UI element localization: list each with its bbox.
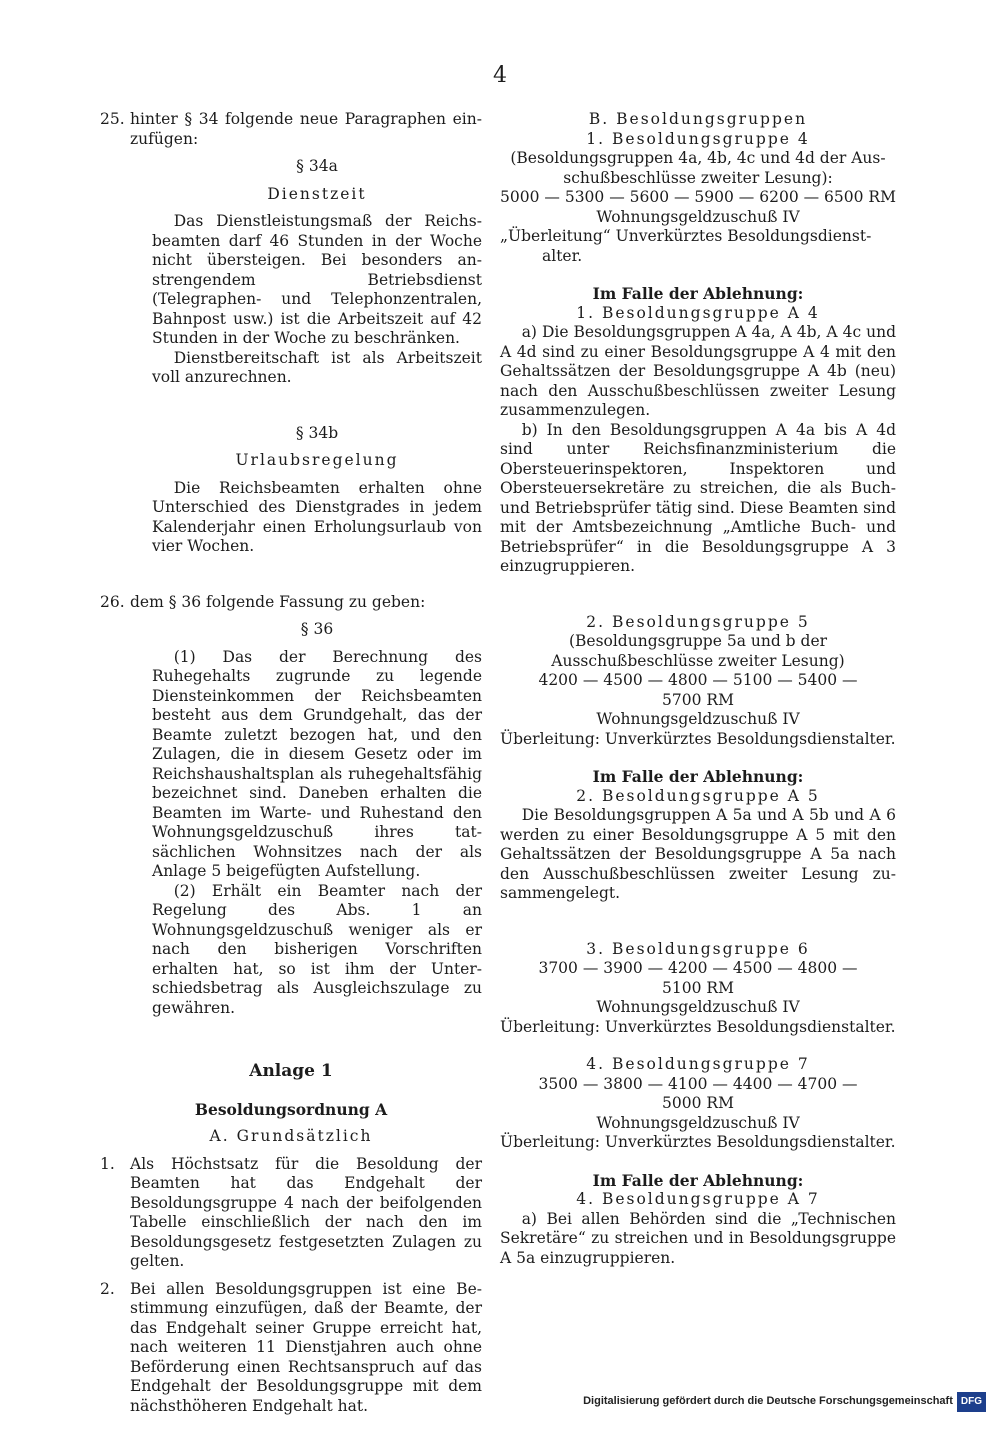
wohnungsgeld: Wohnungsgeldzuschuß IV — [596, 207, 800, 226]
section-36 — [100, 612, 482, 1018]
group-title: 2. Besoldungsgruppe A 5 — [576, 786, 820, 805]
ueberleitung: „Überleitung“ Unverkürztes Besoldungsdienstalter. — [500, 227, 872, 265]
paragraph-text: (1) Das der Berechnung des Ruhegehalts zugrunde zu legende Diensteinkommen der Reichsbeamten besteht aus dem Grundgehalt, das der Beamte zuletzt bezogen hat, und den Zulagen, die in diesem Gesetz oder im Reichshaushaltsplan als ruhegehaltsfähig bezeichnet sind. Daneben erhalten die Beamten im Warte- und Ruhestand den Wohnungsgeldzuschuß ihres tatsächlichen Wohnsitzes nach der als Anlage 5 beigefügten Aufstellung. — [152, 647, 482, 880]
section-a-heading: A. Grundsätzlich — [209, 1127, 373, 1145]
ordnung-heading: Besoldungsordnung A — [194, 1099, 388, 1119]
item-25 — [100, 110, 482, 149]
ueberleitung: Überleitung: Unverkürztes Besoldungsdienstalter. — [500, 1017, 896, 1036]
paragraph-text: (2) Erhält ein Beamter nach der Regelung des Abs. 1 an Wohnungsgeldzuschuß weniger als er nach den bisherigen Vorschriften erhalten hat, so ist ihm der Unterschiedsbetrag als Ausgleichszulage zu gewähren. — [152, 881, 482, 1017]
group-title: 1. Besoldungsgruppe A 4 — [576, 303, 820, 322]
group-subtitle: (Besoldungsgruppe 5a und b der Ausschußbeschlüsse zweiter Lesung) — [551, 632, 845, 670]
left-column — [100, 110, 482, 1416]
group-title: 1. Besoldungsgruppe 4 — [586, 129, 810, 148]
paragraph-text: a) Die Besoldungsgruppen A 4a, A 4b, A 4c und A 4d sind zu einer Besoldungsgruppe A 4 mit den Gehaltssätzen der Besoldungsgruppe A 4b (neu) nach den Ausschußbeschlüssen zweiter Lesung zusammenzulegen. — [500, 323, 896, 419]
salary-scale: 3500 — 3800 — 4100 — 4400 — 4700 — 5000 RM — [538, 1074, 858, 1112]
wohnungsgeld: Wohnungsgeldzuschuß IV — [596, 998, 800, 1016]
group-subtitle: (Besoldungsgruppen 4a, 4b, 4c und 4d der Ausschußbeschlüsse zweiter Lesung): — [510, 149, 886, 187]
item-text: Als Höchstsatz für die Besoldung der Beamten hat das Endgehalt der Besoldungsgruppe 4 nach der beifolgenden Tabelle einschließlich der nach den im Besoldungsgesetz festgesetzten Zulagen zu gelten. — [130, 1154, 482, 1270]
wohnungsgeld: Wohnungsgeldzuschuß IV — [596, 1113, 800, 1132]
list-item — [100, 1280, 482, 1417]
group-title: 3. Besoldungsgruppe 6 — [586, 939, 810, 958]
ablehnung-heading: Im Falle der Ablehnung: — [592, 767, 804, 786]
item-26 — [100, 593, 482, 613]
item-number: 25. — [100, 110, 125, 128]
section-b-heading: B. Besoldungsgruppen — [588, 110, 808, 128]
right-column — [500, 110, 896, 1268]
paragraph-text: b) In den Besoldungsgruppen A 4a bis A 4d sind unter Reichsfinanzministerium die Obersteuerinspektoren, Inspektoren und Obersteuersekretäre zu streichen, die als Buch- und Betriebsprüfer tätig sind. Diese Beamten sind mit der Amtsbezeichnung „Amtliche Buch- und Betriebsprüfer“ in die Besoldungsgruppe A 3 einzugruppieren. — [500, 420, 896, 575]
paragraph-title: § 34a — [296, 157, 338, 175]
group-title: 2. Besoldungsgruppe 5 — [586, 612, 810, 631]
ueberleitung: Überleitung: Unverkürztes Besoldungsdienstalter. — [500, 1133, 896, 1151]
ueberleitung: Überleitung: Unverkürztes Besoldungsdienstalter. — [500, 729, 896, 748]
list-item — [100, 1155, 482, 1272]
paragraph-title: § 36 — [300, 620, 334, 638]
salary-scale: 3700 — 3900 — 4200 — 4500 — 4800 — 5100 RM — [538, 959, 858, 997]
section-34a — [100, 149, 482, 557]
paragraph-text: Die Besoldungsgruppen A 5a und A 5b und A 6 werden zu einer Besoldungsgruppe A 5 mit den Gehaltssätzen der Besoldungsgruppe A 5a nach den Ausschußbeschlüssen zweiter Lesung zusammengelegt. — [500, 806, 896, 902]
ablehnung-heading: Im Falle der Ablehnung: — [592, 284, 804, 303]
salary-scale: 4200 — 4500 — 4800 — 5100 — 5400 — 5700 RM — [538, 671, 858, 709]
item-text: hinter § 34 folgende neue Paragraphen einzufügen: — [130, 110, 482, 148]
salary-scale: 5000 — 5300 — 5600 — 5900 — 6200 — 6500 RM — [500, 188, 896, 206]
paragraph-text: Die Reichsbeamten erhalten ohne Unterschied des Dienstgrades in jedem Kalenderjahr einen Erholungsurlaub von vier Wochen. — [152, 478, 482, 555]
wohnungsgeld: Wohnungsgeldzuschuß IV — [596, 710, 800, 728]
dfg-logo: DFG — [957, 1392, 986, 1412]
footer-text: Digitalisierung gefördert durch die Deutsche Forschungsgemeinschaft — [583, 1395, 953, 1407]
item-text: Bei allen Besoldungsgruppen ist eine Bestimmung einzufügen, daß der Beamte, der das Endgehalt seiner Gruppe erreicht hat, nach weiteren 11 Dienstjahren auch ohne Beförderung einen Rechtsanspruch auf das Endgehalt der Besoldungsgruppe mit dem nächsthöheren Endgehalt hat. — [130, 1279, 482, 1415]
group-title: 4. Besoldungsgruppe A 7 — [576, 1190, 820, 1208]
group-title: 4. Besoldungsgruppe 7 — [586, 1055, 810, 1073]
footer — [583, 1392, 986, 1412]
paragraph-text: Dienstbereitschaft ist als Arbeitszeit voll anzurechnen. — [152, 348, 482, 386]
item-number: 26. — [100, 592, 125, 611]
item-number: 1. — [100, 1154, 115, 1173]
paragraph-text: a) Bei allen Behörden sind die „Technischen Sekretäre“ zu streichen und in Besoldungsgruppe A 5a einzugruppieren. — [500, 1209, 896, 1267]
paragraph-heading: Urlaubsregelung — [235, 451, 399, 469]
paragraph-title: § 34b — [295, 423, 339, 442]
paragraph-text: Das Dienstleistungsmaß der Reichsbeamten darf 46 Stunden in der Woche nicht übersteigen. Bei besonders anstrengendem Betriebsdienst (Telegraphen- und Telephonzentralen, Bahnpost usw.) ist die Arbeitszeit auf 42 Stunden in der Woche zu beschränken. — [152, 212, 482, 347]
anlage-heading: Anlage 1 — [249, 1061, 333, 1081]
page-number: 4 — [493, 63, 507, 88]
item-text: dem § 36 folgende Fassung zu geben: — [130, 592, 426, 611]
paragraph-heading: Dienstzeit — [267, 184, 367, 203]
ablehnung-heading: Im Falle der Ablehnung: — [592, 1170, 804, 1190]
item-number: 2. — [100, 1279, 115, 1298]
